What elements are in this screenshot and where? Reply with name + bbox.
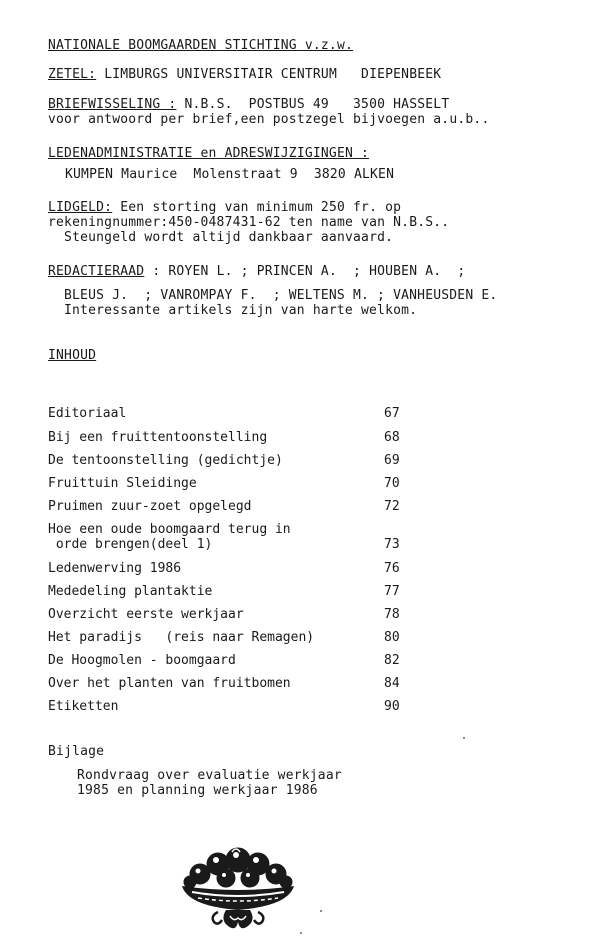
toc-item-title: Fruittuin Sleidinge: [48, 476, 197, 491]
zetel-line: [48, 67, 441, 82]
scan-speck: [320, 910, 322, 912]
toc-item-title: Etiketten: [48, 699, 119, 714]
redactie-line2: BLEUS J. ; VANROMPAY F. ; WELTENS M. ; VANHEUSDEN E.: [64, 288, 498, 303]
redactie-text1: : ROYEN L. ; PRINCEN A. ; HOUBEN A. ;: [144, 264, 466, 279]
toc-item-page: 90: [384, 699, 400, 714]
brief-note: voor antwoord per brief,een postzegel bijvoegen a.u.b..: [48, 112, 490, 127]
fruit-basket-icon: [178, 846, 298, 938]
lidgeld-line2: rekeningnummer:450-0487431-62 ten name van N.B.S..: [48, 215, 450, 230]
zetel-label: ZETEL:: [48, 67, 97, 82]
toc-item-page: 82: [384, 653, 400, 668]
scan-speck: [463, 737, 465, 739]
appendix-label: Bijlage: [48, 744, 105, 759]
toc-item-title: Hoe een oude boomgaard terug in: [48, 522, 291, 537]
lidgeld-line3: Steungeld wordt altijd dankbaar aanvaard.: [48, 230, 394, 245]
toc-item-page: 76: [384, 561, 400, 576]
toc-item-page: 68: [384, 430, 400, 445]
lidgeld-label: LIDGELD:: [48, 200, 113, 215]
leden-label: LEDENADMINISTRATIE en ADRESWIJZIGINGEN :: [48, 146, 370, 161]
appendix-line1: Rondvraag over evaluatie werkjaar: [77, 768, 342, 783]
appendix-line2: 1985 en planning werkjaar 1986: [77, 783, 318, 798]
toc-item-title: Bij een fruittentoonstelling: [48, 430, 268, 445]
leden-value: KUMPEN Maurice Molenstraat 9 3820 ALKEN: [65, 167, 395, 182]
toc-item-page: 69: [384, 453, 400, 468]
brief-label: BRIEFWISSELING :: [48, 97, 177, 112]
toc-item-title: Mededeling plantaktie: [48, 584, 213, 599]
redactie-line3: Interessante artikels zijn van harte welkom.: [64, 303, 418, 318]
contents-heading: INHOUD: [48, 348, 97, 363]
toc-item-page: 73: [384, 537, 400, 552]
toc-item-title: De Hoogmolen - boomgaard: [48, 653, 236, 668]
zetel-value: LIMBURGS UNIVERSITAIR CENTRUM DIEPENBEEK: [96, 67, 442, 82]
brief-line: [48, 97, 449, 112]
toc-item-title: De tentoonstelling (gedichtje): [48, 453, 283, 468]
redactie-label: REDACTIERAAD: [48, 264, 145, 279]
toc-item-page: 80: [384, 630, 400, 645]
toc-item-page: 72: [384, 499, 400, 514]
toc-item-title: Het paradijs (reis naar Remagen): [48, 630, 315, 645]
toc-item-page: 78: [384, 607, 400, 622]
toc-item-title-continued: orde brengen(deel 1): [48, 537, 213, 552]
toc-item-title: Over het planten van fruitbomen: [48, 676, 291, 691]
brief-value: N.B.S. POSTBUS 49 3500 HASSELT: [176, 97, 450, 112]
toc-item-title: Overzicht eerste werkjaar: [48, 607, 244, 622]
toc-item-title: Pruimen zuur-zoet opgelegd: [48, 499, 252, 514]
foundation-name: NATIONALE BOOMGAARDEN STICHTING v.z.w.: [48, 38, 354, 53]
lidgeld-text1: Een storting van minimum 250 fr. op: [112, 200, 402, 215]
lidgeld-line1: [48, 200, 401, 215]
scan-speck: [300, 932, 302, 934]
toc-item-page: 77: [384, 584, 400, 599]
toc-item-page: 70: [384, 476, 400, 491]
redactie-line1: [48, 264, 465, 279]
toc-item-title: Ledenwerving 1986: [48, 561, 182, 576]
toc-item-page: 67: [384, 406, 400, 421]
toc-item-page: 84: [384, 676, 400, 691]
toc-item-title: Editoriaal: [48, 406, 127, 421]
